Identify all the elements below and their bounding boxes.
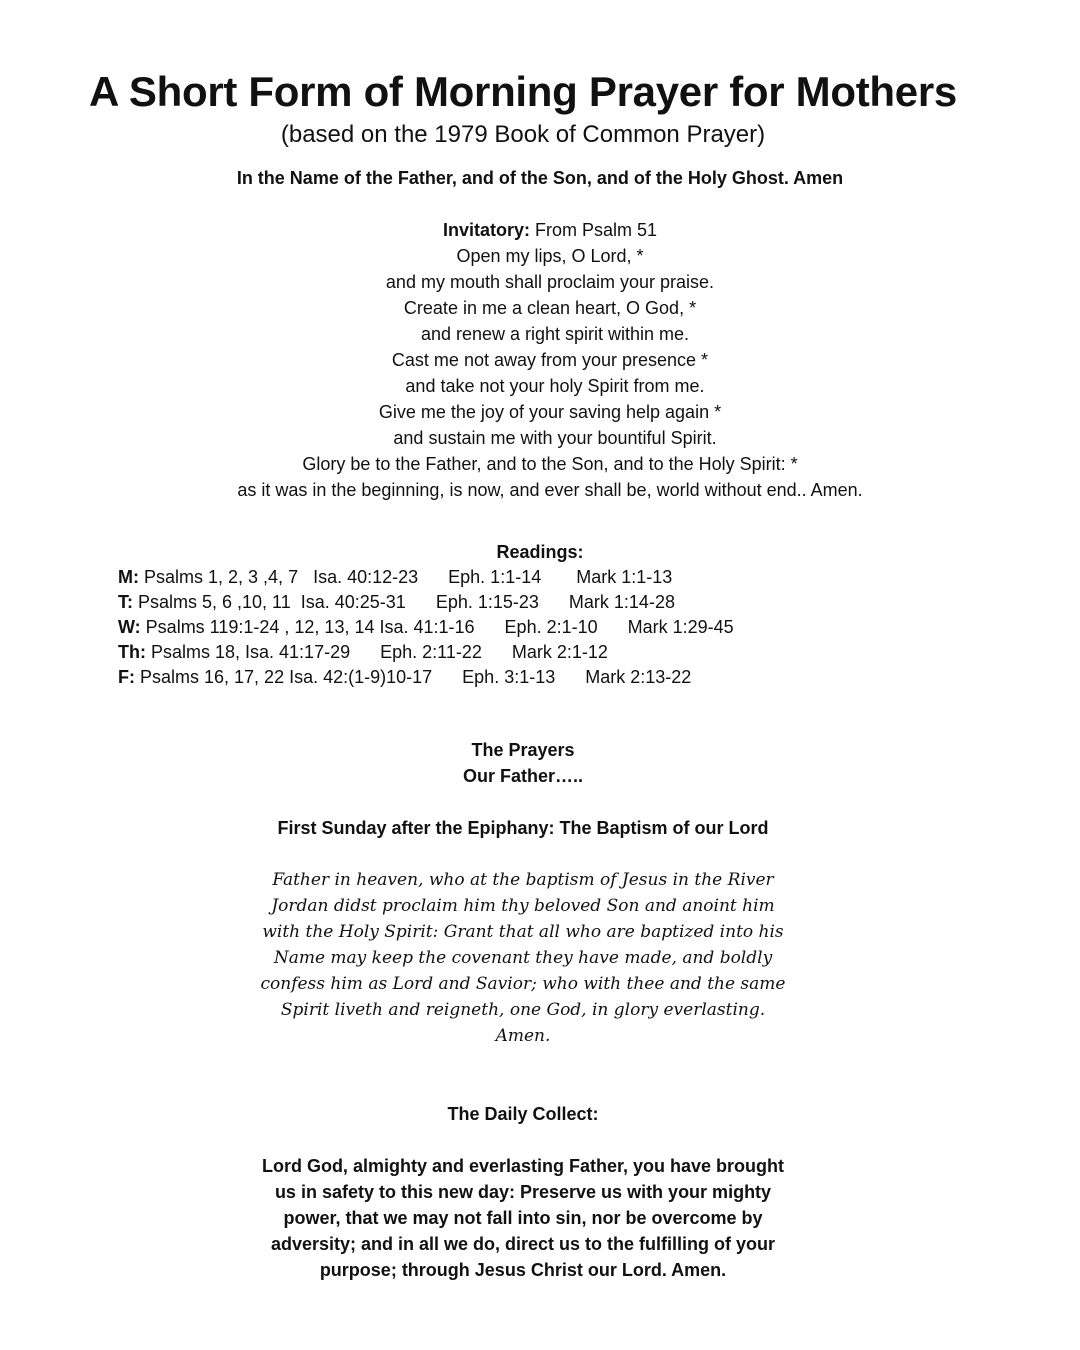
invitatory-source: From Psalm 51: [529, 220, 658, 240]
invitatory-line: and take not your holy Spirit from me.: [395, 376, 705, 396]
invitatory-heading: [0, 217, 1080, 243]
daily-collect-line: power, that we may not fall into sin, nor be overcome by: [283, 1208, 763, 1228]
collect-line: with the Holy Spirit: Grant that all who are baptized into his: [262, 922, 784, 942]
reading-row: [118, 565, 734, 590]
reading-day: T:: [118, 592, 133, 612]
sunday-collect-title: First Sunday after the Epiphany: The Baptism of our Lord: [277, 818, 769, 838]
daily-collect-line: Lord God, almighty and everlasting Father, you have brought: [261, 1156, 785, 1176]
reading-day: W:: [118, 617, 141, 637]
reading-text: Psalms 18, Isa. 41:17-29 Eph. 2:11-22 Mark 2:1-12: [145, 642, 608, 662]
daily-collect-line: purpose; through Jesus Christ our Lord. Amen.: [319, 1260, 727, 1280]
prayers-section: [0, 737, 1046, 789]
reading-day: F:: [118, 667, 135, 687]
opening-sentence: In the Name of the Father, and of the Son, and of the Holy Ghost. Amen: [236, 168, 844, 188]
invitatory-line: as it was in the beginning, is now, and ever shall be, world without end.. Amen.: [237, 480, 863, 500]
collect-line: Spirit liveth and reigneth, one God, in glory everlasting.: [280, 1000, 766, 1020]
daily-collect-title: The Daily Collect:: [447, 1104, 599, 1124]
reading-text: Psalms 119:1-24 , 12, 13, 14 Isa. 41:1-16 Eph. 2:1-10 Mark 1:29-45: [140, 617, 734, 637]
invitatory-label: Invitatory:: [442, 220, 530, 240]
readings-list: [118, 565, 734, 690]
invitatory-line: Give me the joy of your saving help again *: [378, 402, 722, 422]
invitatory-line: Open my lips, O Lord, *: [456, 246, 644, 266]
readings-title: Readings:: [496, 542, 584, 562]
invitatory-line: Cast me not away from your presence *: [391, 350, 709, 370]
collect-line: Jordan didst proclaim him thy beloved Son and anoint him: [271, 896, 775, 916]
reading-text: Psalms 16, 17, 22 Isa. 42:(1-9)10-17 Eph. 3:1-13 Mark 2:13-22: [135, 667, 692, 687]
page-subtitle: (based on the 1979 Book of Common Prayer): [280, 121, 766, 148]
reading-row: [118, 640, 734, 665]
invitatory-line: Create in me a clean heart, O God, *: [403, 298, 697, 318]
daily-collect-line: us in safety to this new day: Preserve us with your mighty: [274, 1182, 772, 1202]
prayers-title: The Prayers: [471, 740, 575, 760]
daily-collect-text: [0, 1153, 1046, 1283]
collect-line: Name may keep the covenant they have made, and boldly: [273, 948, 773, 968]
invitatory-line: and renew a right spirit within me.: [410, 324, 690, 344]
daily-collect-line: adversity; and in all we do, direct us to the fulfilling of your: [270, 1234, 776, 1254]
invitatory-line: and sustain me with your bountiful Spirit.: [383, 428, 717, 448]
reading-row: [118, 615, 734, 640]
page-title: A Short Form of Morning Prayer for Mothers: [89, 68, 957, 115]
invitatory-line: and my mouth shall proclaim your praise.: [385, 272, 715, 292]
collect-line: Amen.: [495, 1026, 551, 1046]
reading-row: [118, 665, 734, 690]
sunday-collect-text: [0, 867, 1046, 1049]
our-father-line: Our Father…..: [462, 766, 583, 786]
reading-text: Psalms 5, 6 ,10, 11 Isa. 40:25-31 Eph. 1:15-23 Mark 1:14-28: [133, 592, 675, 612]
reading-text: Psalms 1, 2, 3 ,4, 7 Isa. 40:12-23 Eph. 1:1-14 Mark 1:1-13: [139, 567, 673, 587]
invitatory-section: [0, 217, 1080, 503]
reading-row: [118, 590, 734, 615]
reading-day: Th:: [118, 642, 146, 662]
collect-line: Father in heaven, who at the baptism of Jesus in the River: [272, 870, 774, 890]
collect-line: confess him as Lord and Savior; who with thee and the same: [260, 974, 786, 994]
invitatory-line: Glory be to the Father, and to the Son, and to the Holy Spirit: *: [302, 454, 798, 474]
reading-day: M:: [118, 567, 139, 587]
